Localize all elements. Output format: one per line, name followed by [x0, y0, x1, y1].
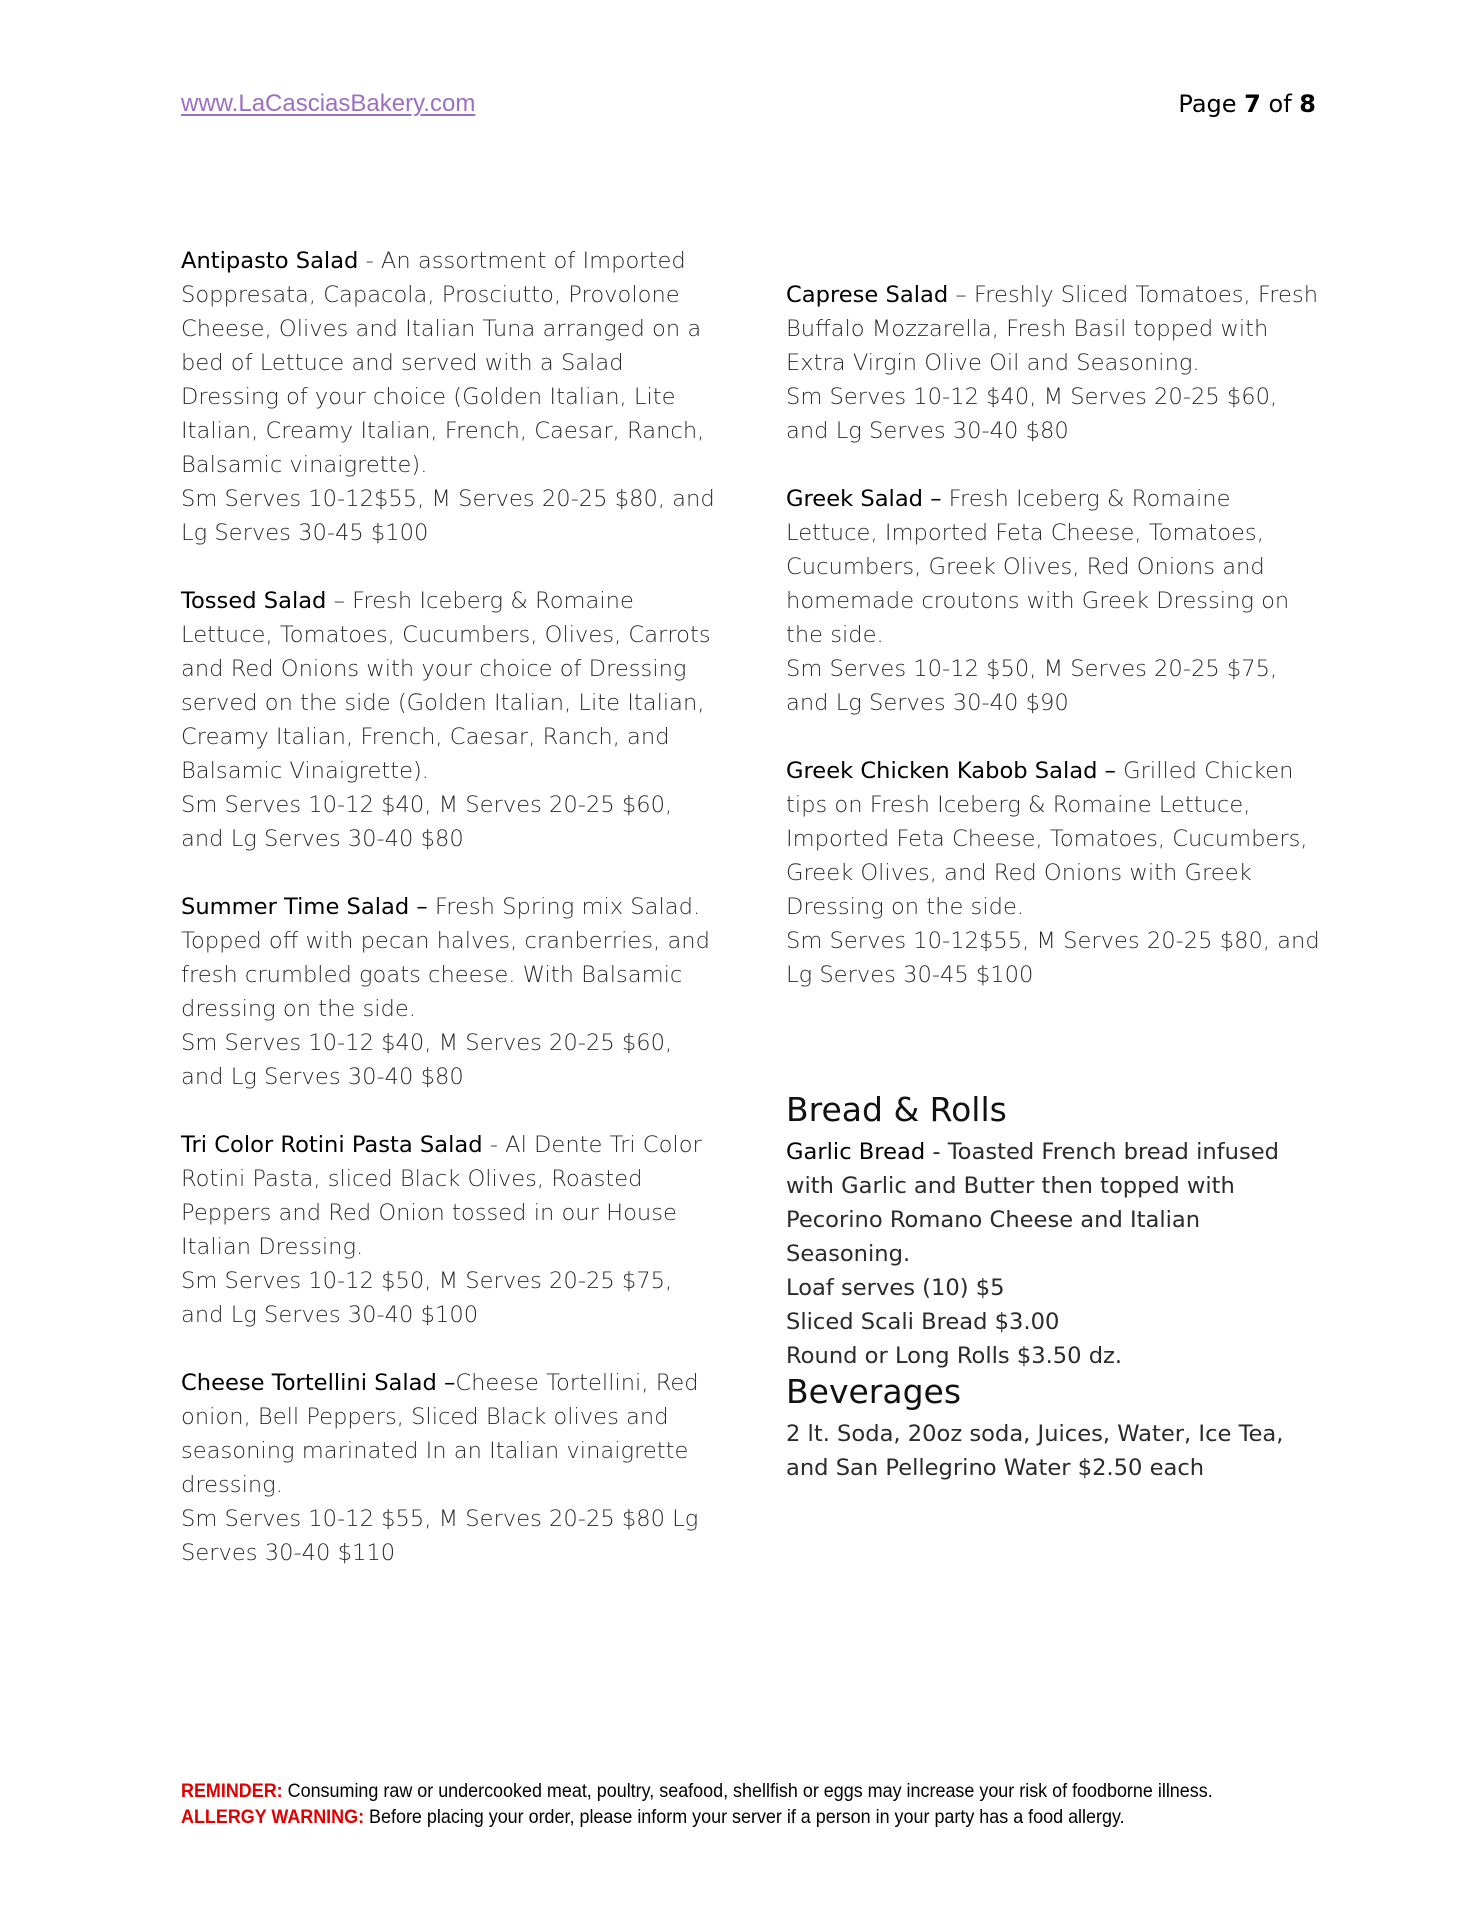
item-description: - An assortment of Imported Soppresata, Capacola, Prosciutto, Provolone Cheese, Olives and Italian Tuna arranged on a bed of Lettuce and served with a Salad Dressing of your choice (Golden Italian, Lite Italian, Creamy Italian, French, Caesar, Ranch, Balsamic vinaigrette).: [181, 248, 705, 478]
item-name: Caprese Salad: [786, 282, 949, 308]
bread-rolls-section: [786, 1135, 1326, 1373]
allergy-line: [181, 1804, 1213, 1830]
item-price: Sm Serves 10-12 $40, M Serves 20-25 $60, and Lg Serves 30-40 $80: [181, 1030, 673, 1090]
beverages-text: 2 lt. Soda, 20oz soda, Juices, Water, Ice Tea, and San Pellegrino Water $2.50 each: [786, 1421, 1284, 1481]
reminder-text: Consuming raw or undercooked meat, poultry, seafood, shellfish or eggs may increase your risk of foodborne illness.: [282, 1780, 1213, 1802]
reminder-label: REMINDER:: [181, 1780, 283, 1802]
footer-notice: [181, 1778, 1213, 1830]
bread-line-rolls: Round or Long Rolls $3.50 dz.: [786, 1343, 1123, 1369]
page-current: 7: [1244, 90, 1261, 118]
menu-item-antipasto-salad: [181, 244, 721, 550]
menu-item-summer-time-salad: [181, 890, 721, 1094]
reminder-line: [181, 1778, 1213, 1804]
beverages-heading: Beverages: [786, 1372, 962, 1411]
website-link[interactable]: www.LaCasciasBakery.com: [181, 90, 476, 117]
menu-item-tossed-salad: [181, 584, 721, 856]
item-name: Antipasto Salad: [181, 248, 359, 274]
item-price: Sm Serves 10-12 $50, M Serves 20-25 $75, and Lg Serves 30-40 $90: [786, 656, 1278, 716]
left-menu-column: [181, 244, 721, 1570]
page-prefix: Page: [1178, 90, 1237, 118]
page-total: 8: [1299, 90, 1316, 118]
item-name: Tossed Salad: [181, 588, 327, 614]
item-name: Cheese Tortellini Salad –: [181, 1370, 456, 1396]
right-menu-column: [786, 278, 1326, 992]
allergy-text: Before placing your order, please inform your server if a person in your party has a food allergy.: [364, 1806, 1125, 1828]
item-description: – Freshly Sliced Tomatoes, Fresh Buffalo Mozzarella, Fresh Basil topped with Extra Virgin Olive Oil and Seasoning.: [786, 282, 1319, 376]
item-description: - Toasted French bread infused with Garlic and Butter then topped with Pecorino Romano Cheese and Italian Seasoning.: [786, 1139, 1279, 1267]
page-number: [1178, 90, 1316, 118]
item-description: Cheese Tortellini, Red onion, Bell Peppers, Sliced Black olives and seasoning marinated In an Italian vinaigrette dressing.: [181, 1370, 699, 1498]
allergy-label: ALLERGY WARNING:: [181, 1806, 365, 1828]
item-description: Fresh Iceberg & Romaine Lettuce, Imported Feta Cheese, Tomatoes, Cucumbers, Greek Olives, Red Onions and homemade croutons with Greek Dressing on the side.: [786, 486, 1290, 648]
item-price: Sm Serves 10-12$55, M Serves 20-25 $80, and Lg Serves 30-45 $100: [181, 486, 715, 546]
bread-line-scali: Sliced Scali Bread $3.00: [786, 1309, 1060, 1335]
item-description: Fresh Spring mix Salad. Topped off with pecan halves, cranberries, and fresh crumbled goats cheese. With Balsamic dressing on the side.: [181, 894, 710, 1022]
item-name: Summer Time Salad –: [181, 894, 428, 920]
menu-item-tri-color-rotini-pasta-salad: [181, 1128, 721, 1332]
bread-rolls-heading: Bread & Rolls: [786, 1090, 1007, 1129]
menu-item-cheese-tortellini-salad: [181, 1366, 721, 1570]
item-name: Greek Chicken Kabob Salad –: [786, 758, 1116, 784]
item-name: Greek Salad –: [786, 486, 942, 512]
item-name: Tri Color Rotini Pasta Salad: [181, 1132, 483, 1158]
item-description: Grilled Chicken tips on Fresh Iceberg & Romaine Lettuce, Imported Feta Cheese, Tomatoes, Cucumbers, Greek Olives, and Red Onions with Greek Dressing on the side.: [786, 758, 1308, 920]
item-price: Sm Serves 10-12$55, M Serves 20-25 $80, and Lg Serves 30-45 $100: [786, 928, 1320, 988]
menu-item-greek-chicken-kabob-salad: [786, 754, 1326, 992]
garlic-bread-item: [786, 1139, 1279, 1267]
item-description: – Fresh Iceberg & Romaine Lettuce, Tomatoes, Cucumbers, Olives, Carrots and Red Onions with your choice of Dressing served on the side (Golden Italian, Lite Italian, Creamy Italian, French, Caesar, Ranch, and Balsamic Vinaigrette).: [181, 588, 711, 784]
item-description: - Al Dente Tri Color Rotini Pasta, sliced Black Olives, Roasted Peppers and Red Onion tossed in our House Italian Dressing.: [181, 1132, 702, 1260]
page-of: of: [1268, 90, 1292, 118]
bread-line-loaf: Loaf serves (10) $5: [786, 1275, 1005, 1301]
item-price: Sm Serves 10-12 $50, M Serves 20-25 $75, and Lg Serves 30-40 $100: [181, 1268, 673, 1328]
item-price: Sm Serves 10-12 $40, M Serves 20-25 $60, and Lg Serves 30-40 $80: [786, 384, 1278, 444]
item-price: Sm Serves 10-12 $40, M Serves 20-25 $60, and Lg Serves 30-40 $80: [181, 792, 673, 852]
item-name: Garlic Bread: [786, 1139, 926, 1165]
item-price: Sm Serves 10-12 $55, M Serves 20-25 $80 Lg Serves 30-40 $110: [181, 1506, 699, 1566]
menu-item-greek-salad: [786, 482, 1326, 720]
menu-item-caprese-salad: [786, 278, 1326, 448]
